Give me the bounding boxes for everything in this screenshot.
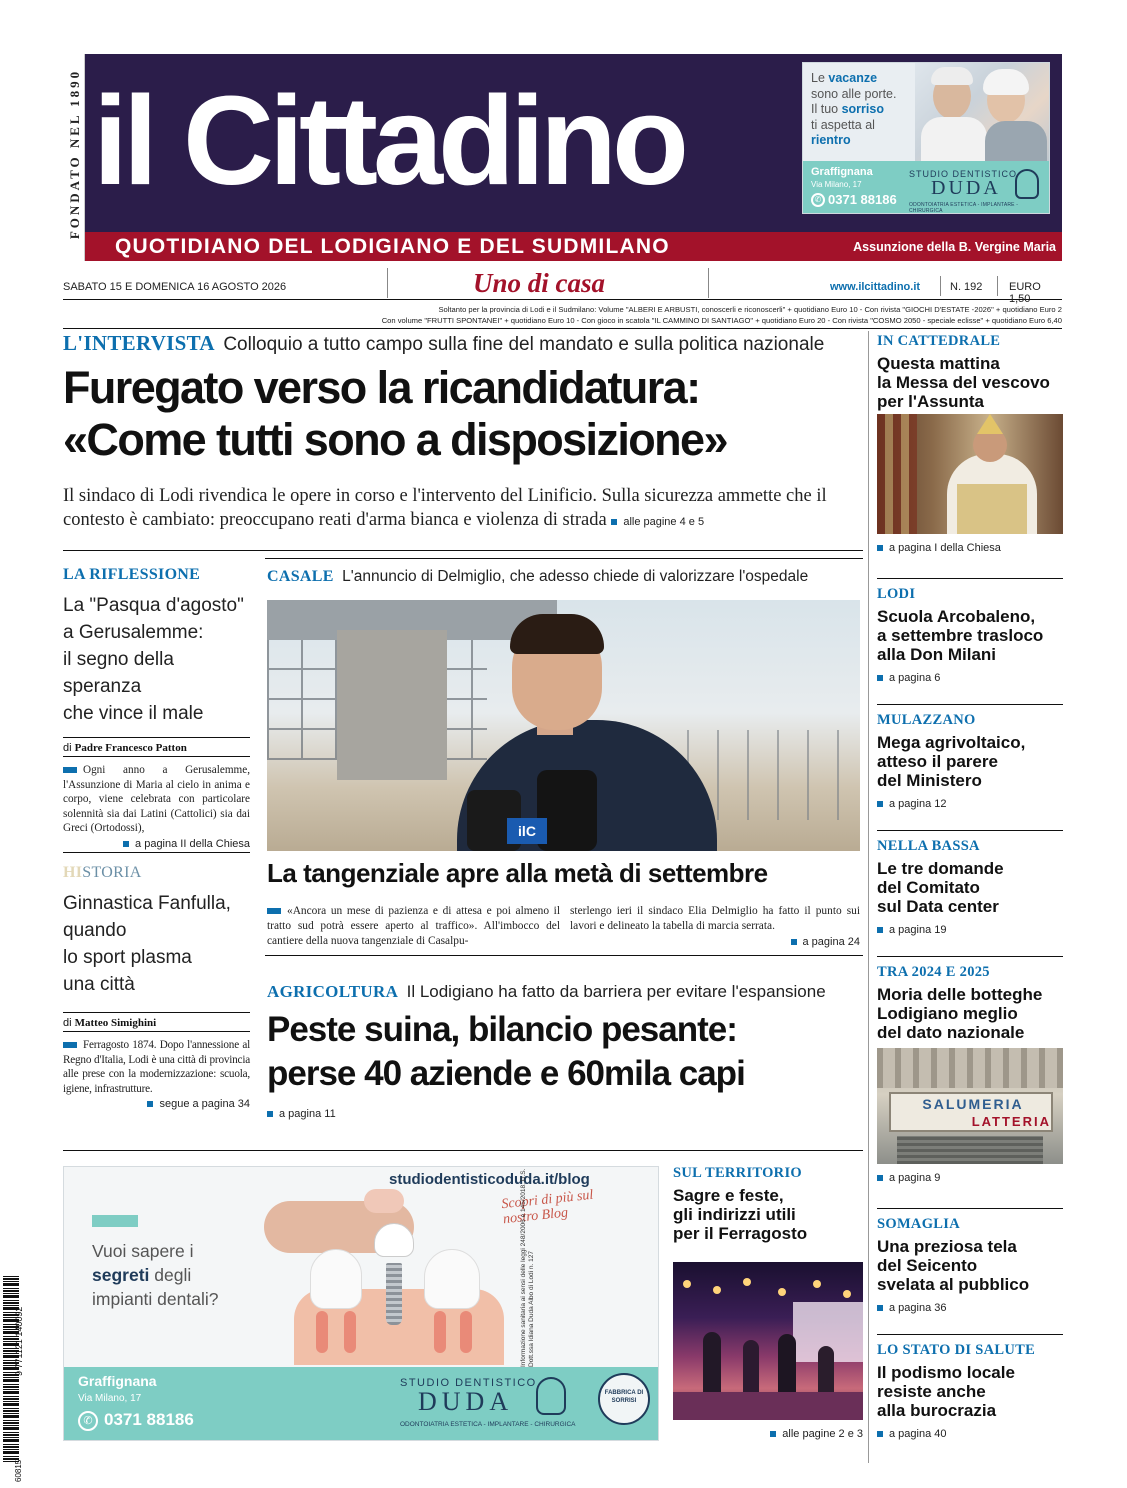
feast-label: Assunzione della B. Vergine Maria bbox=[853, 240, 1056, 254]
header-ad-studio-name: DUDA bbox=[931, 177, 1001, 199]
right-item-1-kicker: IN CATTEDRALE bbox=[877, 333, 1001, 349]
lead-headline-1: Furegato verso la ricandidatura: bbox=[63, 362, 700, 413]
fabbrica-stamp-text: FABBRICA DI SORRISI bbox=[604, 1390, 644, 1404]
bottom-ad-scopri: Scopri di più sul nostro Blog bbox=[500, 1187, 594, 1228]
price: EURO 1,50 bbox=[1009, 281, 1041, 305]
bullet-icon bbox=[877, 1431, 883, 1437]
right-item-7-kicker: LO STATO DI SALUTE bbox=[877, 1342, 1036, 1358]
bottom-ad-studio-name: DUDA bbox=[418, 1387, 514, 1416]
agricoltura-headline-2: perse 40 aziende e 60mila capi bbox=[267, 1054, 745, 1093]
header-ad-town: Graffignana bbox=[811, 166, 873, 178]
shop-photo bbox=[877, 1048, 1063, 1164]
implant-crown bbox=[374, 1223, 414, 1257]
bottom-ad-strip bbox=[64, 1367, 659, 1441]
right-item-3-ref: a pagina 12 bbox=[889, 798, 947, 810]
header-ad[interactable] bbox=[802, 62, 1050, 214]
barcode bbox=[0, 1276, 26, 1488]
right-item-4: NELLA BASSA Le tre domande del Comitato sul Data center a pagina 19 bbox=[877, 838, 1063, 936]
header-ad-copy: Le vacanze sono alle porte. Il tuo sorriso ti aspetta al rientro bbox=[811, 71, 897, 147]
agricoltura-kicker-row bbox=[267, 982, 863, 1002]
header-ad-photo bbox=[915, 63, 1050, 161]
issue-number: N. 192 bbox=[950, 281, 983, 293]
historia-ref: segue a pagina 34 bbox=[159, 1098, 250, 1110]
masthead bbox=[63, 54, 1062, 261]
header-ad-studio-label: STUDIO DENTISTICO bbox=[909, 169, 1018, 179]
right-item-6-kicker: SOMAGLIA bbox=[877, 1216, 960, 1232]
right-item-4-kicker: NELLA BASSA bbox=[877, 838, 980, 854]
cathedral-photo bbox=[877, 414, 1063, 534]
agricoltura-headline-1: Peste suina, bilancio pesante: bbox=[267, 1010, 737, 1049]
territorio-kicker: SUL TERRITORIO bbox=[673, 1165, 802, 1181]
casale-body-right: sterlengo ieri il sindaco Elia Delmiglio ha fatto il punto sui lavori e delineato la tabella di marcia serrata. bbox=[570, 905, 860, 932]
right-item-7-ref: a pagina 40 bbox=[889, 1428, 947, 1440]
implant-illustration bbox=[264, 1179, 494, 1365]
riflessione-kicker: LA RIFLESSIONE bbox=[63, 566, 201, 583]
casale-kicker-text: L'annuncio di Delmiglio, che adesso chiede di valorizzare l'ospedale bbox=[342, 568, 809, 585]
bullet-icon bbox=[877, 675, 883, 681]
casale-ref: a pagina 24 bbox=[802, 936, 860, 948]
bullet-icon bbox=[267, 1111, 273, 1117]
right-item-2-kicker: LODI bbox=[877, 586, 916, 602]
header-ad-address: Via Milano, 17 bbox=[811, 180, 862, 189]
subtitle-bar bbox=[85, 232, 1062, 261]
festival-photo bbox=[673, 1262, 863, 1420]
right-item-6-ref: a pagina 36 bbox=[889, 1302, 947, 1314]
bullet-icon bbox=[267, 908, 281, 914]
right-item-2: LODI Scuola Arcobaleno, a settembre trasloco alla Don Milani a pagina 6 bbox=[877, 586, 1063, 684]
offers-line-2: Con volume "FRUTTI SPONTANEI" + quotidiano Euro 10 - Con gioco in scatola "IL CAMMINO DI SANTIAGO" + quotidiano Euro 20 - Con rivista "COSMO 2050 - speciale eclisse" + quotidiano Euro 6,40 bbox=[381, 316, 1062, 325]
right-item-7: LO STATO DI SALUTE Il podismo locale resiste anche alla burocrazia a pagina 40 bbox=[877, 1342, 1063, 1440]
riflessione-author: Padre Francesco Patton bbox=[74, 742, 187, 754]
mic-logo: ilC bbox=[507, 818, 547, 844]
bullet-icon bbox=[770, 1431, 776, 1437]
website-link[interactable]: www.ilcittadino.it bbox=[830, 281, 921, 293]
bullet-icon bbox=[877, 801, 883, 807]
right-item-1: IN CATTEDRALE Questa mattina la Messa del vescovo per l'Assunta bbox=[877, 333, 1063, 411]
lead-summary: Il sindaco di Lodi rivendica le opere in corso e l'intervento del Linificio. Sulla sicurezza ammette che il contesto è cambiato: preoccupano reati d'arma bianca e violenza di strada alle pagine 4 e 5 bbox=[63, 486, 827, 530]
bullet-icon bbox=[611, 519, 617, 525]
historia: HISTORIA Ginnastica Fanfulla, quando lo sport plasma una città di Matteo Simighini Ferragosto 1874. Dopo l'annessione al Regno d'Italia, Lodi è una città di provincia alle prese con la modernizzazione: scuola, igiene, infrastrutture. segue a pagina 34 bbox=[63, 864, 250, 1110]
lead-kicker-text: Colloquio a tutto campo sulla fine del mandato e sulla politica nazionale bbox=[223, 334, 825, 355]
agricoltura-ref: a pagina 11 bbox=[279, 1108, 336, 1120]
bottom-ad-legal: Informazione sanitaria ai sensi delle leggi 248/2006 e 145/2018. D.S. Dott.ssa Idiana Duda Albo di Lodi n. 127 bbox=[520, 1168, 535, 1367]
implant-screw bbox=[386, 1263, 402, 1325]
bullet-icon bbox=[877, 927, 883, 933]
bullet-icon bbox=[147, 1101, 153, 1107]
right-item-2-ref: a pagina 6 bbox=[889, 672, 941, 684]
slogan: Uno di casa bbox=[473, 268, 606, 298]
riflessione-body: Ogni anno a Gerusalemme, l'Assunzione di Maria al cielo in anima e corpo, viene celebrata con particolare solennità sia dai Latini (Cattolici) sia dai Greci (Ortodossi), bbox=[63, 764, 250, 834]
bullet-icon bbox=[123, 841, 129, 847]
offers-line-1: Soltanto per la provincia di Lodi e il Sudmilano: Volume "ALBERI E ARBUSTI, conoscerli e riconoscerli" + quotidiano Euro 10 - Con rivista "GIOCHI D'ESTATE -2026" + quotidiano Euro 2 bbox=[438, 305, 1062, 314]
header-ad-studio-sub: ODONTOIATRIA ESTETICA - IMPLANTARE - CHIRURGICA bbox=[909, 202, 1019, 214]
riflessione-title: La "Pasqua d'agosto" a Gerusalemme: il segno della speranza che vince il male bbox=[63, 595, 244, 724]
barcode-digits: 9 771121 140092 bbox=[14, 1306, 24, 1376]
right-item-5-ref: a pagina 9 bbox=[889, 1172, 941, 1184]
riflessione-ref: a pagina II della Chiesa bbox=[135, 837, 250, 850]
agricoltura-kicker-text: Il Lodigiano ha fatto da barriera per evitare l'espansione bbox=[406, 982, 826, 1001]
bottom-ad-url[interactable]: studiodentisticoduda.it/blog bbox=[389, 1171, 590, 1188]
agricoltura-kicker: AGRICOLTURA bbox=[267, 982, 399, 1001]
right-item-5: TRA 2024 E 2025 Moria delle botteghe Lodigiano meglio del dato nazionale bbox=[877, 964, 1063, 1042]
casale-kicker-row bbox=[267, 568, 863, 586]
lead-headline-2: «Come tutti sono a disposizione» bbox=[63, 414, 727, 465]
bullet-icon bbox=[877, 1305, 883, 1311]
territorio: SUL TERRITORIO Sagre e feste, gli indirizzi utili per il Ferragosto bbox=[673, 1165, 863, 1243]
right-item-3-kicker: MULAZZANO bbox=[877, 712, 976, 728]
lead-kicker-row bbox=[63, 331, 863, 356]
tooth-icon bbox=[1015, 169, 1039, 199]
founded-label: FONDATO NEL 1890 bbox=[67, 68, 82, 240]
lead-kicker: L'INTERVISTA bbox=[63, 331, 215, 355]
shop-sign: SALUMERIA LATTERIA bbox=[889, 1092, 1053, 1132]
masthead-title: il Cittadino bbox=[93, 70, 684, 211]
bottom-ad-studio-label: STUDIO DENTISTICO bbox=[400, 1377, 537, 1389]
casale-kicker: CASALE bbox=[267, 568, 334, 585]
header-ad-strip bbox=[803, 161, 1050, 214]
bottom-ad-question: Vuoi sapere i segreti degli impianti dentali? bbox=[92, 1241, 219, 1309]
header-ad-phone: 0371 88186 bbox=[828, 192, 897, 207]
right-item-3: MULAZZANO Mega agrivoltaico, atteso il parere del Ministero a pagina 12 bbox=[877, 712, 1063, 810]
issue-code: 60815 bbox=[14, 1459, 23, 1482]
phone-icon: ✆ bbox=[811, 193, 825, 207]
riflessione: LA RIFLESSIONE La "Pasqua d'agosto" a Gerusalemme: il segno della speranza che vince il male di Padre Francesco Patton Ogni anno a Gerusalemme, l'Assunzione di Maria al cielo in anima e corpo, viene celebrata con particolare solennità sia dai Latini (Cattolici) sia dai Greci (Ortodossi), a pagina II della Chiesa bbox=[63, 566, 250, 850]
casale-photo bbox=[267, 600, 860, 851]
bottom-ad-town: Graffignana bbox=[78, 1373, 157, 1389]
tooth-icon bbox=[536, 1377, 566, 1415]
phone-icon: ✆ bbox=[78, 1411, 98, 1431]
right-item-4-ref: a pagina 19 bbox=[889, 924, 947, 936]
right-item-6: SOMAGLIA Una preziosa tela del Seicento svelata al pubblico a pagina 36 bbox=[877, 1216, 1063, 1314]
bullet-icon bbox=[63, 767, 77, 773]
bottom-ad-studio-sub: ODONTOIATRIA ESTETICA - IMPLANTARE - CHIRURGICA bbox=[400, 1421, 576, 1428]
bullet-icon bbox=[791, 939, 797, 945]
bullet-icon bbox=[877, 545, 883, 551]
right-item-1-ref: a pagina I della Chiesa bbox=[889, 542, 1001, 554]
historia-kicker: HISTORIA bbox=[63, 864, 142, 881]
bottom-ad-address: Via Milano, 17 bbox=[78, 1393, 142, 1404]
date-row bbox=[63, 268, 1062, 305]
bullet-icon bbox=[63, 1042, 77, 1048]
bullet-icon bbox=[877, 1175, 883, 1181]
edition-date: SABATO 15 E DOMENICA 16 AGOSTO 2026 bbox=[63, 281, 287, 293]
historia-body: Ferragosto 1874. Dopo l'annessione al Regno d'Italia, Lodi è una città di provincia alle prese con la modernizzazione: scuola, igiene, infrastrutture. bbox=[63, 1039, 250, 1095]
historia-title: Ginnastica Fanfulla, quando lo sport plasma una città bbox=[63, 893, 231, 995]
historia-author: Matteo Simighini bbox=[74, 1017, 157, 1029]
right-item-5-kicker: TRA 2024 E 2025 bbox=[877, 964, 990, 980]
masthead-subtitle: QUOTIDIANO DEL LODIGIANO E DEL SUDMILANO bbox=[115, 235, 670, 258]
lead-ref: alle pagine 4 e 5 bbox=[623, 516, 705, 528]
casale-body-left: «Ancora un mese di pazienza e di attesa e poi almeno il tratto sud potrà essere aperto al traffico». All'imbocco del cantiere della nuova tangenziale di Casalpu- bbox=[267, 905, 560, 947]
bottom-ad[interactable] bbox=[63, 1166, 659, 1441]
fabbrica-stamp bbox=[598, 1373, 650, 1425]
bottom-ad-phone: 0371 88186 bbox=[104, 1410, 194, 1429]
founded-strip bbox=[63, 54, 85, 261]
territorio-ref: alle pagine 2 e 3 bbox=[782, 1428, 863, 1440]
casale-headline: La tangenziale apre alla metà di settembre bbox=[267, 858, 768, 888]
